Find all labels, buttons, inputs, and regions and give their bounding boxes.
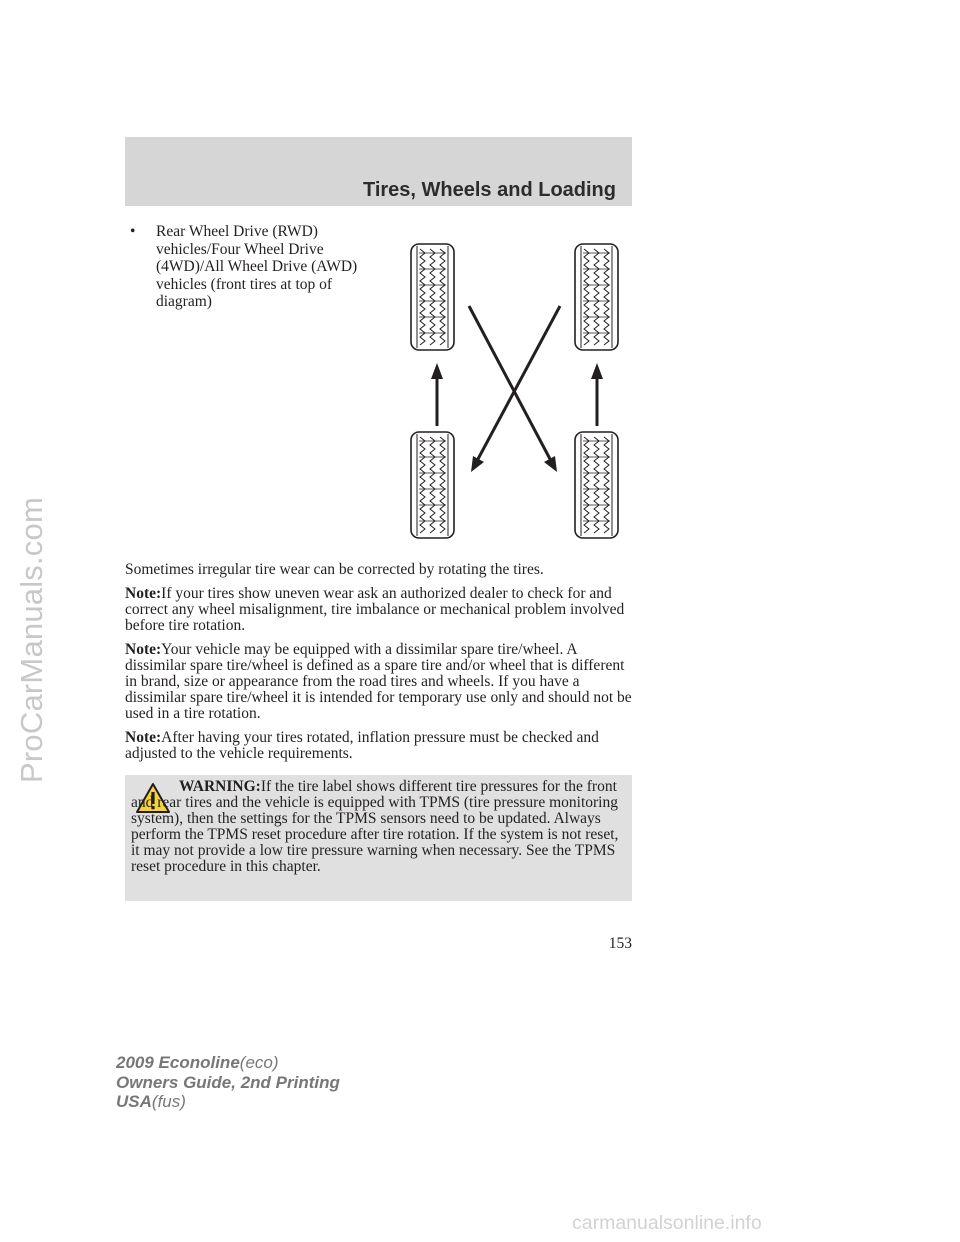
tire-rotation-diagram [400, 236, 632, 542]
note-paragraph [125, 586, 633, 634]
footer-market: USA [116, 1092, 152, 1111]
note-label: Note: [125, 641, 162, 658]
note-label: Note: [125, 585, 162, 602]
note-paragraph [125, 642, 633, 722]
tire-rear-left [411, 432, 454, 538]
footer-model: 2009 Econoline [116, 1053, 240, 1072]
note-paragraph [125, 730, 633, 762]
page-number: 153 [608, 935, 632, 952]
intro-paragraph: Sometimes irregular tire wear can be corrected by rotating the tires. [125, 561, 544, 578]
warning-text: If the tire label shows different tire pressures for the front and rear tires and the vehicle is equipped with TPMS (tire pressure monitoring system), then the settings for the TPMS sensors need to be updated. Always perform the TPMS reset procedure after tire rotation. If the system is not reset, it may not provide a low tire pressure warning when necessary. See the TPMS reset procedure in this chapter. [131, 778, 619, 875]
tire-front-left [411, 244, 454, 350]
warning-text-block [131, 779, 623, 875]
note-text: Your vehicle may be equipped with a dissimilar spare tire/wheel. A dissimilar spare tire/wheel is defined as a spare tire and/or wheel that is different in brand, size or appearance from the road tires and wheels. If you have a dissimilar spare tire/wheel it is intended for temporary use only and should not be used in a tire rotation. [125, 641, 632, 722]
bullet-item [130, 223, 390, 311]
section-header [125, 137, 632, 206]
warning-label: WARNING: [179, 778, 261, 795]
bullet-text: Rear Wheel Drive (RWD) vehicles/Four Wheel Drive (4WD)/All Wheel Drive (AWD) vehicles (front tires at top of diagram) [156, 223, 358, 311]
warning-box [125, 775, 632, 901]
arrow-rear-left-to-front-left [431, 363, 443, 426]
tire-rear-right [575, 432, 618, 538]
arrow-rear-right-to-front-right [591, 363, 603, 426]
footer-model-code: (eco) [239, 1053, 279, 1072]
arrow-front-right-to-rear-left [471, 306, 560, 472]
footer [116, 1053, 340, 1112]
arrow-front-left-to-rear-right [469, 306, 557, 472]
note-text: If your tires show uneven wear ask an authorized dealer to check for and correct any wheel misalignment, tire imbalance or mechanical problem involved before tire rotation. [125, 585, 625, 634]
footer-market-code: (fus) [151, 1092, 186, 1111]
note-label: Note: [125, 729, 162, 746]
body-text [125, 562, 633, 770]
bottom-watermark: carmanualsonline.info [572, 1212, 762, 1234]
tire-front-right [575, 244, 618, 350]
footer-line-2: Owners Guide, 2nd Printing [116, 1072, 340, 1092]
bullet-marker: • [130, 223, 136, 240]
note-text: After having your tires rotated, inflation pressure must be checked and adjusted to the vehicle requirements. [125, 729, 599, 762]
footer-line-3 [116, 1092, 340, 1112]
side-watermark [2, 300, 62, 980]
side-watermark-text: ProCarManuals.com [14, 497, 50, 783]
footer-line-1 [116, 1053, 340, 1073]
section-title: Tires, Wheels and Loading [362, 179, 616, 201]
